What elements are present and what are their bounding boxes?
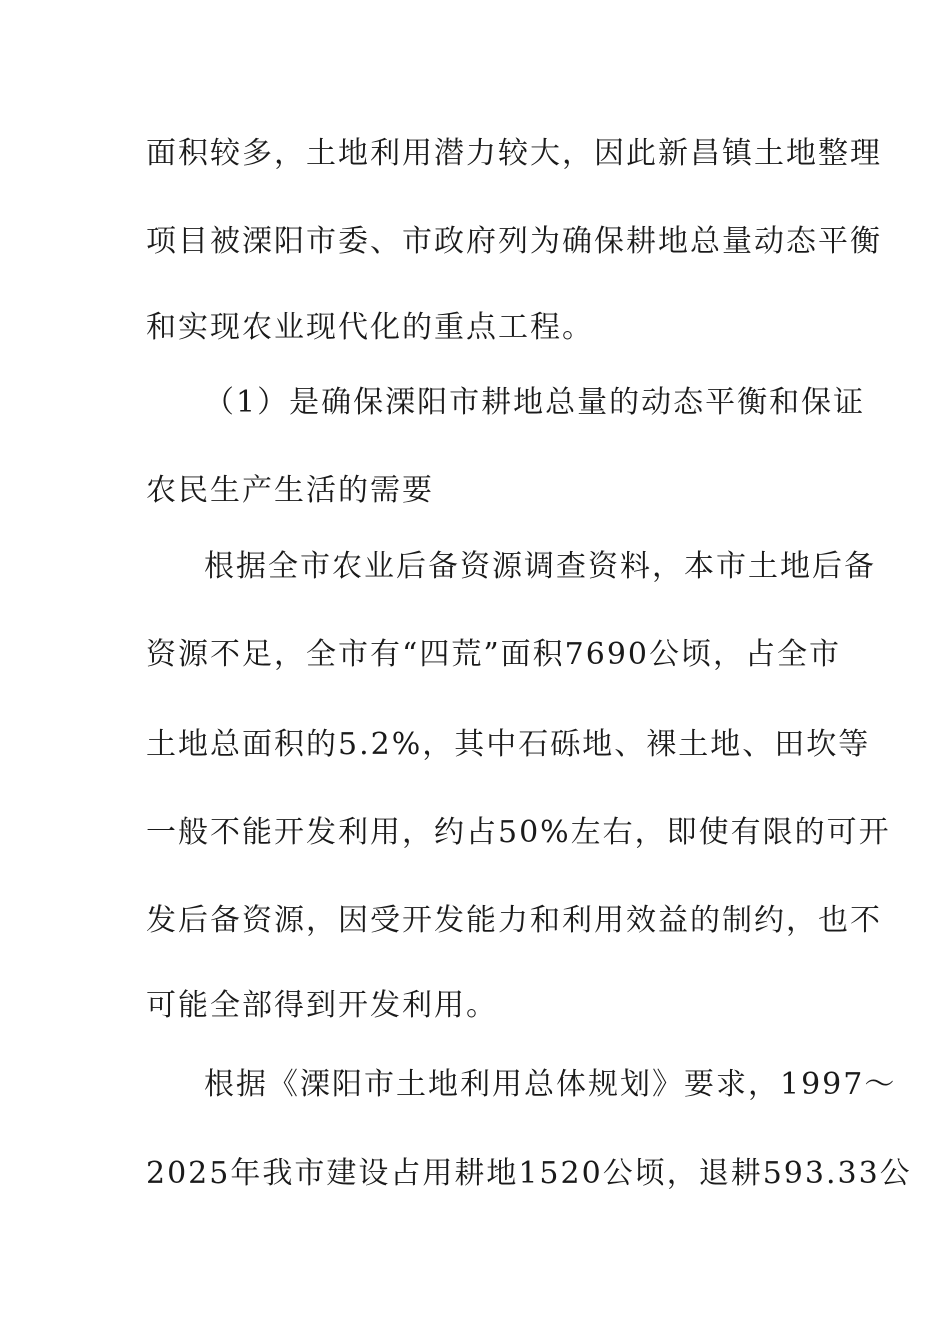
text-line-11: 可能全部得到开发利用。 [146,988,498,1023]
text-line-9: 一般不能开发利用，约占50%左右，即使有限的可开 [146,815,891,850]
text-line-12: 根据《溧阳市土地利用总体规划》要求，1997～ [204,1067,897,1102]
text-line-6: 根据全市农业后备资源调查资料，本市土地后备 [204,549,876,584]
text-line-1: 面积较多，土地利用潜力较大，因此新昌镇土地整理 [146,136,882,171]
text-line-10: 发后备资源，因受开发能力和利用效益的制约，也不 [146,903,882,938]
text-line-2: 项目被溧阳市委、市政府列为确保耕地总量动态平衡 [146,224,882,259]
text-line-5: 农民生产生活的需要 [146,473,434,508]
text-line-4: （1）是确保溧阳市耕地总量的动态平衡和保证 [204,385,866,420]
text-line-3: 和实现农业现代化的重点工程。 [146,310,594,345]
text-line-7: 资源不足，全市有“四荒”面积7690公顷，占全市 [146,637,842,672]
text-line-8: 土地总面积的5.2%，其中石砾地、裸土地、田坎等 [146,727,871,762]
text-line-13: 2025年我市建设占用耕地1520公顷，退耕593.33公 [146,1156,912,1191]
